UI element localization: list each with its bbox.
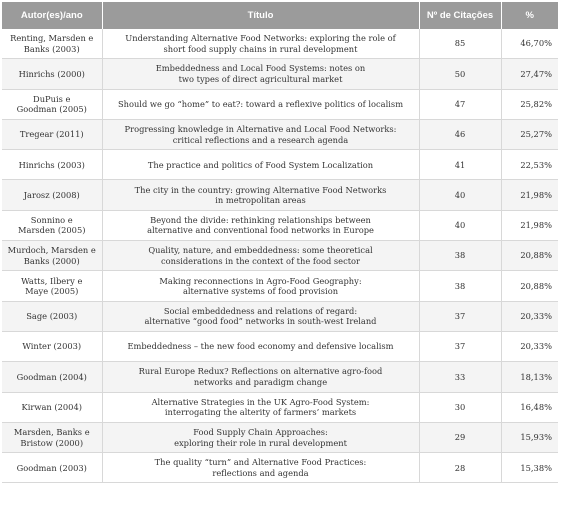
cell-author <box>2 59 102 89</box>
cell-title <box>102 392 419 422</box>
cell-author-line: Marsden, Banks e <box>13 427 90 437</box>
citations-table-container <box>2 2 558 483</box>
header-title: Título <box>102 2 419 29</box>
cell-author-line: Sonnino e <box>30 214 73 225</box>
cell-title <box>102 271 419 301</box>
cell-author <box>2 301 102 331</box>
header-row <box>2 2 558 29</box>
cell-author-line: DuPuis e <box>33 93 71 104</box>
cell-title <box>102 453 419 483</box>
table-row <box>2 271 558 301</box>
cell-citations: 29 <box>419 422 501 452</box>
cell-author <box>2 150 102 180</box>
cell-title-line: Rural Europe Redux? Reflections on alternative agro-food <box>138 366 383 377</box>
cell-author <box>2 210 102 240</box>
cell-percent: 27,47% <box>501 59 558 89</box>
cell-citations: 30 <box>419 392 501 422</box>
cell-percent: 20,33% <box>501 301 558 331</box>
cell-author <box>2 331 102 361</box>
cell-title <box>102 422 419 452</box>
cell-title-line: interrogating the alterity of farmers’ markets <box>164 407 357 418</box>
cell-title <box>102 59 419 89</box>
cell-author-line: Maye (2005) <box>25 286 79 297</box>
cell-title-line: Food Supply Chain Approaches: <box>193 427 328 437</box>
cell-author <box>2 271 102 301</box>
cell-author-line: Goodman (2004) <box>16 371 87 382</box>
header-author: Autor(es)/ano <box>2 2 102 29</box>
cell-author-line: Winter (2003) <box>22 341 82 352</box>
cell-title-line: Progressing knowledge in Alternative and Local Food Networks: <box>124 124 397 135</box>
cell-author <box>2 362 102 392</box>
cell-author <box>2 392 102 422</box>
cell-citations: 33 <box>419 362 501 392</box>
cell-percent: 21,98% <box>501 180 558 210</box>
table-body <box>2 29 558 483</box>
cell-title-line: Should we go “home” to eat?: toward a reflexive politics of localism <box>117 98 404 109</box>
cell-title-line: Embeddedness – the new food economy and defensive localism <box>127 341 394 352</box>
cell-citations: 28 <box>419 453 501 483</box>
cell-title-line: Making reconnections in Agro-Food Geography: <box>159 275 362 286</box>
cell-author-line: Hinrichs (2003) <box>18 159 85 170</box>
cell-author-line: Banks (2003) <box>23 43 80 54</box>
cell-title <box>102 331 419 361</box>
table-row <box>2 362 558 392</box>
cell-title-line: The quality “turn” and Alternative Food Practices: <box>154 457 367 468</box>
cell-title-line: alternative “good food” networks in south-west Ireland <box>144 316 377 327</box>
cell-citations: 40 <box>419 210 501 240</box>
cell-citations: 38 <box>419 271 501 301</box>
cell-title-line: Understanding Alternative Food Networks: exploring the role of <box>125 33 396 44</box>
cell-percent: 15,93% <box>501 422 558 452</box>
cell-citations: 47 <box>419 89 501 119</box>
cell-percent: 21,98% <box>501 210 558 240</box>
cell-title <box>102 119 419 149</box>
header-percent: % <box>501 2 558 29</box>
table-row <box>2 150 558 180</box>
table-row <box>2 210 558 240</box>
cell-title-line: Embeddedness and Local Food Systems: notes on <box>155 63 366 74</box>
cell-citations: 40 <box>419 180 501 210</box>
cell-title-line: exploring their role in rural development <box>174 437 347 448</box>
table-row <box>2 301 558 331</box>
cell-citations: 37 <box>419 331 501 361</box>
cell-title-line: Quality, nature, and embeddedness: some theoretical <box>148 245 373 256</box>
cell-author <box>2 422 102 452</box>
cell-citations: 38 <box>419 241 501 271</box>
cell-percent: 46,70% <box>501 29 558 59</box>
cell-title-line: two types of direct agricultural market <box>178 73 343 84</box>
cell-author <box>2 180 102 210</box>
cell-title <box>102 301 419 331</box>
cell-title-line: short food supply chains in rural development <box>163 43 358 54</box>
cell-author-line: Tregear (2011) <box>19 129 84 140</box>
cell-author <box>2 89 102 119</box>
cell-percent: 20,88% <box>501 271 558 301</box>
cell-author-line: Hinrichs (2000) <box>18 68 85 79</box>
cell-title-line: in metropolitan areas <box>215 195 306 206</box>
table-row <box>2 241 558 271</box>
cell-title <box>102 29 419 59</box>
table-row <box>2 392 558 422</box>
cell-author-line: Goodman (2003) <box>16 462 87 473</box>
cell-title-line: alternative systems of food provision <box>182 286 339 297</box>
cell-author-line: Jarosz (2008) <box>23 189 80 200</box>
cell-title-line: networks and paradigm change <box>193 376 328 387</box>
cell-citations: 37 <box>419 301 501 331</box>
cell-citations: 50 <box>419 59 501 89</box>
cell-author-line: Goodman (2005) <box>16 104 87 115</box>
cell-title-line: considerations in the context of the food sector <box>160 255 361 266</box>
cell-title-line: critical reflections and a research agenda <box>172 134 349 145</box>
cell-title <box>102 241 419 271</box>
cell-percent: 25,82% <box>501 89 558 119</box>
cell-author-line: Kirwan (2004) <box>21 401 82 412</box>
cell-title-line: Social embeddedness and relations of regard: <box>163 305 358 316</box>
cell-percent: 20,88% <box>501 241 558 271</box>
cell-citations: 41 <box>419 150 501 180</box>
cell-title <box>102 210 419 240</box>
cell-author-line: Murdoch, Marsden e <box>7 245 96 256</box>
cell-author-line: Sage (2003) <box>26 311 78 322</box>
table-row <box>2 29 558 59</box>
cell-author <box>2 119 102 149</box>
citations-table <box>2 2 558 483</box>
cell-author <box>2 29 102 59</box>
cell-percent: 22,53% <box>501 150 558 180</box>
cell-citations: 85 <box>419 29 501 59</box>
cell-title-line: reflections and agenda <box>212 467 309 478</box>
cell-author-line: Banks (2000) <box>23 255 80 266</box>
cell-author-line: Bristow (2000) <box>20 437 84 448</box>
cell-title-line: Beyond the divide: rethinking relationships between <box>150 214 371 225</box>
cell-percent: 18,13% <box>501 362 558 392</box>
cell-author-line: Renting, Marsden e <box>10 33 94 44</box>
table-row <box>2 180 558 210</box>
table-header <box>2 2 558 29</box>
cell-author-line: Marsden (2005) <box>18 225 86 236</box>
table-row <box>2 59 558 89</box>
cell-percent: 16,48% <box>501 392 558 422</box>
cell-percent: 20,33% <box>501 331 558 361</box>
cell-title-line: The practice and politics of Food System Localization <box>147 159 374 170</box>
table-row <box>2 89 558 119</box>
table-row <box>2 119 558 149</box>
table-row <box>2 331 558 361</box>
cell-author <box>2 241 102 271</box>
cell-title <box>102 150 419 180</box>
header-citations: Nº de Citações <box>419 2 501 29</box>
cell-citations: 46 <box>419 119 501 149</box>
cell-percent: 25,27% <box>501 119 558 149</box>
cell-title-line: Alternative Strategies in the UK Agro-Food System: <box>151 396 370 407</box>
table-row <box>2 422 558 452</box>
table-row <box>2 453 558 483</box>
cell-author <box>2 453 102 483</box>
cell-title <box>102 362 419 392</box>
cell-title <box>102 89 419 119</box>
cell-author-line: Watts, Ilbery e <box>21 275 83 286</box>
cell-percent: 15,38% <box>501 453 558 483</box>
cell-title-line: alternative and conventional food networks in Europe <box>147 225 374 236</box>
cell-title <box>102 180 419 210</box>
cell-title-line: The city in the country: growing Alternative Food Networks <box>134 184 387 195</box>
